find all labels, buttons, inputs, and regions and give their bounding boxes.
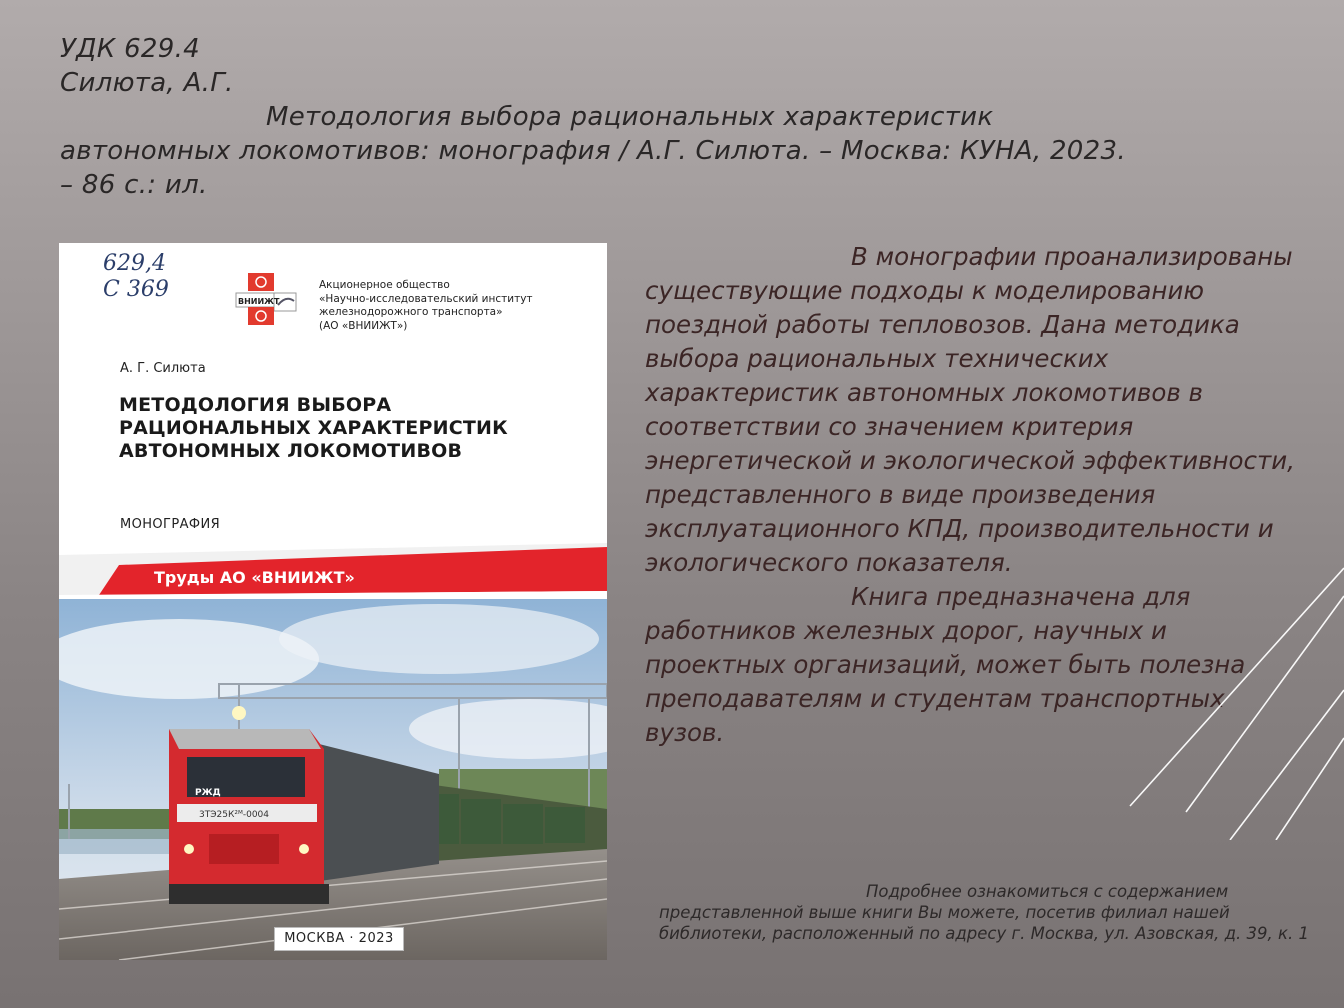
description-paragraph-2: Книга предназначена для работников железных дорог, научных и проектных организаций, может быть полезна преподавателям и студентам транспортных вузов. (645, 582, 1246, 747)
record-title-line-2: автономных локомотивов: монография / А.Г. Силюта. – Москва: КУНА, 2023. (60, 136, 1126, 166)
udk-code: УДК 629.4 (60, 34, 201, 64)
shelf-mark-line-2: С 369 (103, 277, 169, 302)
book-type: МОНОГРАФИЯ (120, 517, 221, 532)
record-title-line-1: Методология выбора рациональных характеристик (266, 102, 994, 132)
book-cover (59, 243, 607, 960)
cover-title-line-1: МЕТОДОЛОГИЯ ВЫБОРА (119, 394, 392, 416)
city-year: МОСКВА · 2023 (274, 927, 404, 951)
cover-title-line-2: РАЦИОНАЛЬНЫХ ХАРАКТЕРИСТИК (119, 417, 508, 439)
decorative-lines (1100, 560, 1344, 840)
svg-text:ВНИИЖТ: ВНИИЖТ (238, 297, 280, 306)
org-line-4: (АО «ВНИИЖТ») (319, 319, 408, 332)
description-paragraph-1: В монографии проанализированы существующие подходы к моделированию поездной работы тепловозов. Дана методика выбора рациональных технических характеристик автономных локомотивов в соответствии со значением критерия энергетической и экологической эффективности, представленного в виде произведения эксплуатационного КПД, производительности и экологического показателя. (645, 242, 1295, 577)
bibliographic-record (60, 32, 1170, 202)
author-heading: Силюта, А.Г. (60, 68, 234, 98)
shelf-mark (103, 251, 169, 303)
shelf-mark-line-1: 629,4 (103, 251, 166, 276)
cover-title (119, 394, 589, 463)
library-note-text: Подробнее ознакомиться с содержанием представленной выше книги Вы можете, посетив филиал нашей библиотеки, расположенный по адресу г. Москва, ул. Азовская, д. 39, к. 1 (659, 882, 1309, 943)
cover-title-line-3: АВТОНОМНЫХ ЛОКОМОТИВОВ (119, 440, 463, 462)
org-line-3: железнодорожного транспорта» (319, 306, 503, 318)
svg-text:РЖД: РЖД (195, 788, 221, 798)
record-title-line-3: – 86 с.: ил. (60, 170, 208, 200)
svg-text:3ТЭ25К²ᴹ-0004: 3ТЭ25К²ᴹ-0004 (199, 810, 270, 820)
org-line-1: Акционерное общество (319, 279, 450, 291)
cover-author: А. Г. Силюта (120, 361, 206, 376)
series-label: Труды АО «ВНИИЖТ» (154, 568, 355, 587)
org-line-2: «Научно-исследовательский институт (319, 292, 533, 305)
library-note (659, 881, 1309, 944)
vniizht-logo-icon (234, 271, 298, 327)
publisher-organization (319, 279, 599, 333)
locomotive-photo (59, 599, 607, 960)
